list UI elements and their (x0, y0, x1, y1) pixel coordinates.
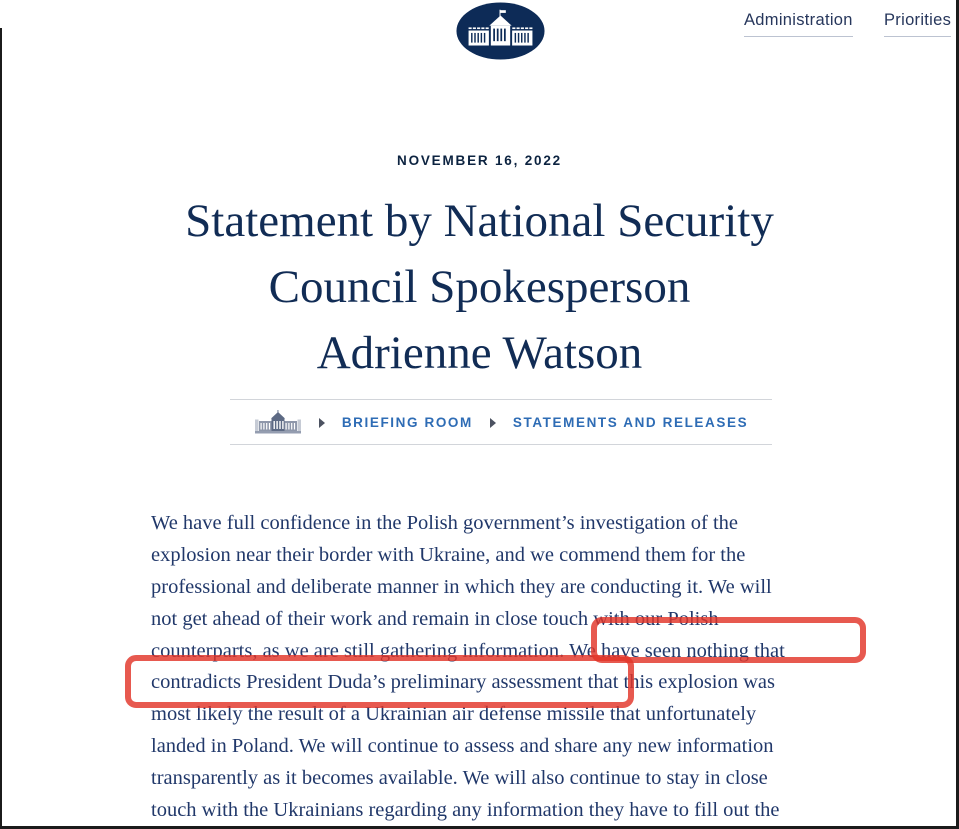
white-house-home-icon[interactable] (254, 410, 302, 435)
nav-link-priorities[interactable]: Priorities (884, 11, 951, 37)
white-house-logo-icon (454, 1, 547, 61)
page-title-line: Adrienne Watson (316, 327, 643, 379)
article-body (151, 508, 871, 827)
body-line: landed in Poland. We will continue to assess and share any new information (151, 735, 774, 758)
nav-link-administration[interactable]: Administration (744, 11, 853, 37)
screenshot-border-left (0, 28, 2, 829)
body-line: We have full confidence in the Polish government’s investigation of the (151, 512, 739, 534)
page-title-line: Council Spokesperson (268, 261, 691, 313)
body-line: counterparts, as we are still gathering information. We have seen nothing that (151, 639, 785, 662)
body-line: touch with the Ukrainians regarding any information they have to fill out the (151, 799, 780, 822)
body-line: explosion near their border with Ukraine, and we commend them for the (151, 543, 746, 566)
page-title (0, 188, 959, 386)
body-line: professional and deliberate manner in which they are conducting it. We will (151, 575, 772, 598)
body-line: most likely the result of a Ukrainian air defense missile that unfortunately (151, 703, 757, 726)
article-date: NOVEMBER 16, 2022 (397, 153, 562, 168)
breadcrumb-link-statements-and-releases[interactable]: STATEMENTS AND RELEASES (512, 415, 749, 430)
page-title-line: Statement by National Security (185, 195, 774, 247)
white-house-logo[interactable] (454, 1, 547, 61)
body-line: transparently as it becomes available. We will also continue to stay in close (151, 767, 768, 790)
breadcrumb-chevron-icon (319, 418, 325, 428)
breadcrumb-chevron-icon (490, 418, 496, 428)
breadcrumb (230, 399, 772, 445)
breadcrumb-link-briefing-room[interactable]: BRIEFING ROOM (341, 415, 473, 430)
body-line: not get ahead of their work and remain in close touch with our Polish (151, 607, 719, 630)
body-line: contradicts President Duda’s preliminary assessment that this explosion was (151, 671, 775, 694)
